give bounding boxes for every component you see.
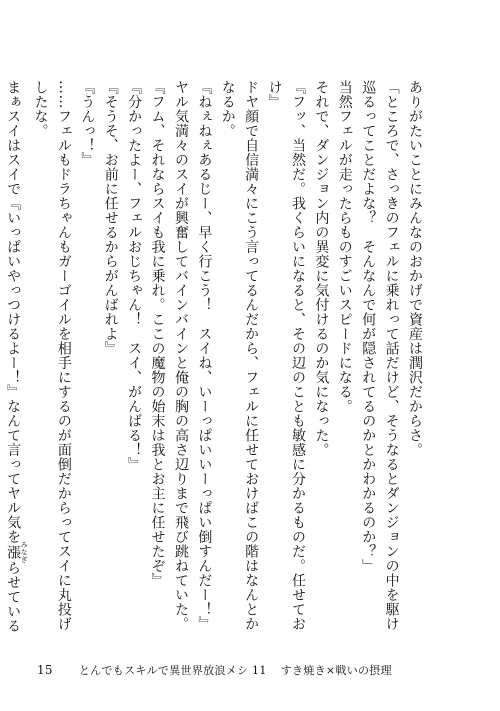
vertical-text-body bbox=[0, 80, 426, 635]
chapter-subtitle: すき焼き×戦いの摂理 bbox=[280, 664, 392, 677]
text-line-14-content: まぁスイはスイで『いっぱいやっつけるよー！』なんて言ってヤル気を漲 みなぎらせている bbox=[5, 80, 29, 633]
text-line-8: ヤル気満々のスイが興奮してバインバインと俺の胸の高さ辺りまで飛び跳ねていた。 bbox=[172, 80, 189, 631]
text-line-6: ドヤ顔で自信満々にこう言ってるんだから、フェルに任せておけばこの階はなんとかなるか。 bbox=[219, 80, 260, 631]
text-line-7: 『ねぇねぇあるじー、早く行こう！ スイね、いーっぱいいーっぱい倒すんだー！』 bbox=[196, 80, 213, 631]
book-title: とんでもスキルで異世界放浪メシ 11 bbox=[78, 664, 267, 677]
ruby-reading: みなぎ bbox=[20, 541, 29, 564]
text-line-14 bbox=[0, 80, 28, 635]
text-line-1: ありがたいことにみんなのおかげで資産は潤沢だからさ。 bbox=[407, 80, 423, 457]
page-footer bbox=[37, 662, 392, 678]
text-line-10: 『分かったよー、フェルおじちゃん！ スイ、がんばる！』 bbox=[126, 80, 143, 472]
text-line-9: 『フム、それならスイも我に乗れ。ここの魔物の始末は我とお主に任せたぞ』 bbox=[149, 80, 166, 588]
text-line-13: ……フェルもドラちゃんもガーゴイルを相手にするのが面倒だからってスイに丸投げしたな。 bbox=[32, 80, 72, 631]
page-number: 15 bbox=[37, 663, 53, 677]
text-line-11: 『そうそ、お前に任せるからがんばれよ』 bbox=[102, 80, 119, 356]
text-line-4: それで、ダンジョン内の異変に気付けるのか気になった。 bbox=[313, 80, 330, 457]
text-line-3: 当然フェルが走ったらものすごいスピードになる。 bbox=[336, 80, 353, 414]
text-line-12: 『うんっ！』 bbox=[79, 80, 96, 167]
text-line-2: 「ところで、さっきのフェルに乗れって話だけど、そうなるとダンジョンの中を駆け巡るってことだよな？ そんなんで何が隠されてるのかとかわかるのか？」 bbox=[360, 80, 400, 631]
text-line-5: 『フッ、当然だ。我くらいになると、その辺のことも敏感に分かるものだ。任せておけ』 bbox=[266, 80, 306, 631]
ruby-annotation: 漲 みなぎ bbox=[5, 541, 29, 564]
